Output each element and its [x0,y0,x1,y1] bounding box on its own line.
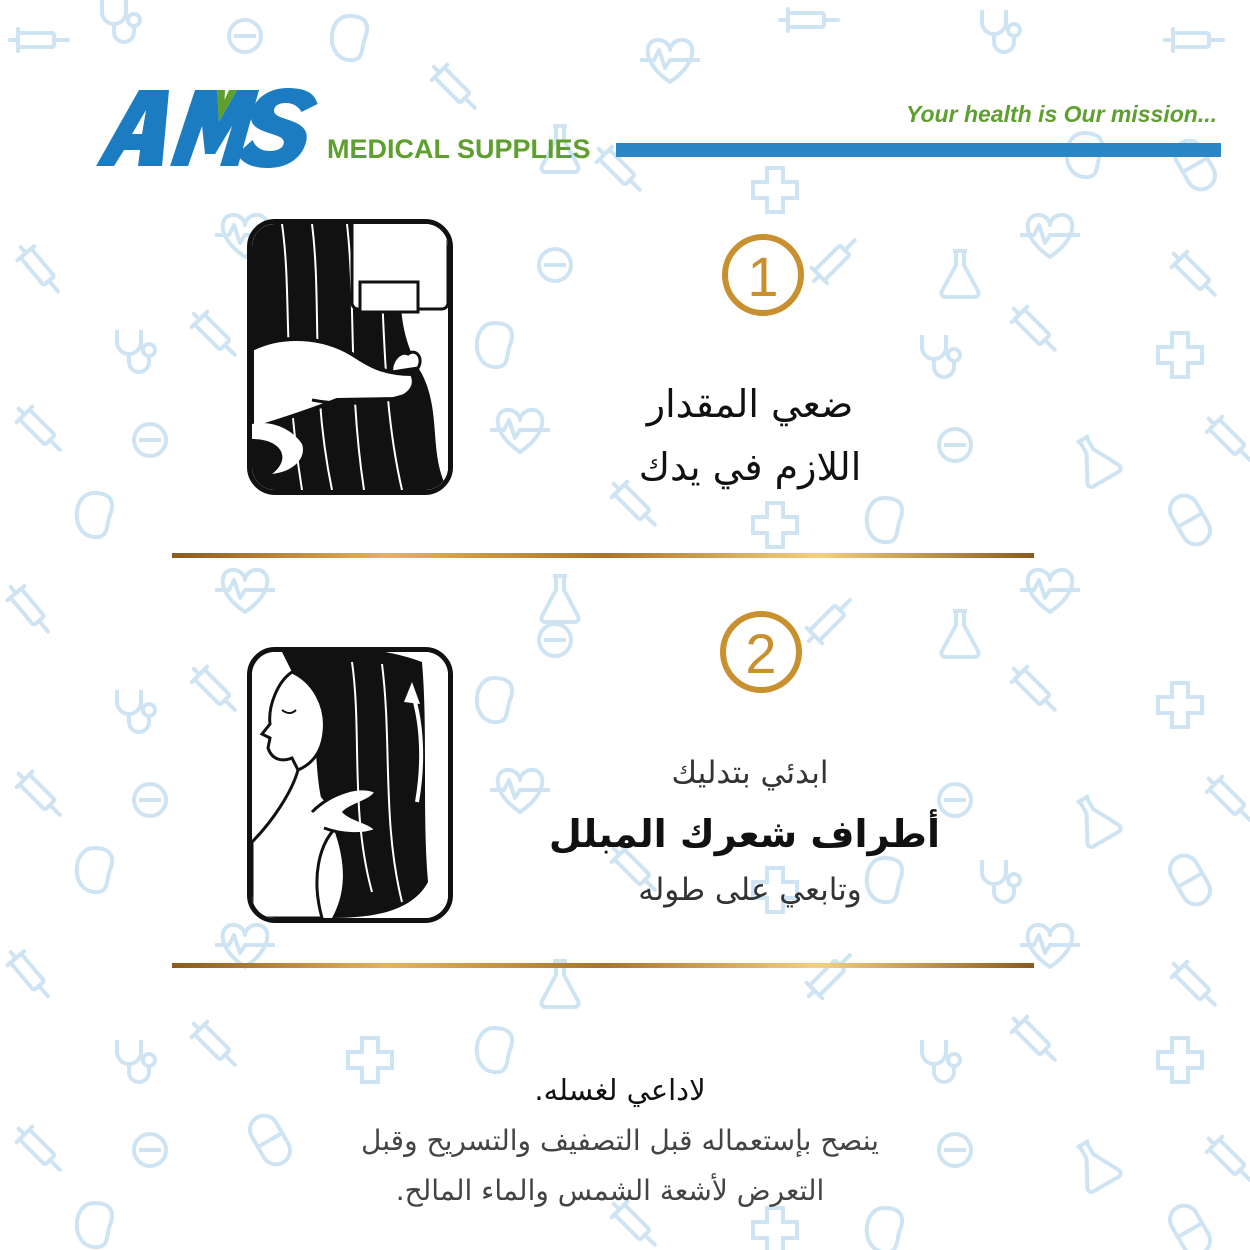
ams-logo-mark [80,78,320,178]
note-line-1: ينصح بإستعماله قبل التصفيف والتسريح وقبل [361,1124,879,1157]
woman-smoothing-hair-icon [252,652,448,918]
brand-logo [80,78,591,178]
brand-subtitle: MEDICAL SUPPLIES [327,134,591,164]
step-2-line-3: وتابعي على طوله [638,872,862,908]
step-2-number-badge [716,607,806,697]
tagline: Your health is Our mission... [906,101,1217,127]
hand-applying-cream-to-hair-icon [252,224,448,490]
note-line-2: التعرض لأشعة الشمس والماء المالح. [395,1174,825,1207]
step-2-number: 2 [745,622,777,685]
step-1-line-1: ضعي المقدار [646,382,854,426]
step-divider-1 [172,553,1034,558]
step-divider-2 [172,963,1034,968]
step-2-line-1: ابدئي بتدليك [671,755,829,791]
step-1-illustration [247,219,453,495]
note-title: لاداعي لغسله. [534,1073,706,1107]
header-divider [616,143,1221,157]
step-2-line-2: أطراف شعرك المبلل [548,812,940,856]
step-2-illustration [247,647,453,923]
step-1-number-badge [718,230,808,320]
step-1-number: 1 [747,245,779,308]
step-1-line-2: اللازم في يدك [638,445,862,489]
